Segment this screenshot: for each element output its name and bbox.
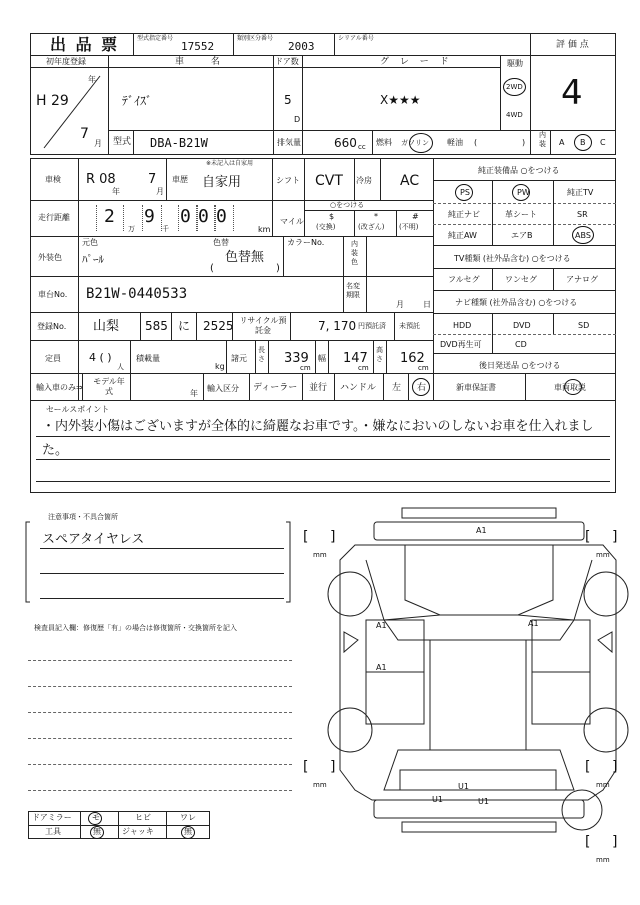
reg-kana: に [178,319,191,333]
caution-label: 注意事項・不具合箇所 [48,513,118,521]
ac-label: 冷房 [356,176,372,185]
tools-value: 無 [93,827,101,836]
history-value: 自家用 [202,175,242,190]
model-label: 型式 [113,137,132,147]
length-label: 長さ [258,346,265,363]
katashiki-label: 型式指定番号 [137,35,174,42]
navi-type-title: ナビ種類 (社外品含む) ○をつける [455,298,578,307]
equip-pw-circle [512,184,530,201]
mileage-digit: 0 [216,206,227,227]
jack-value: 無 [184,827,192,836]
equip-airbag: エアB [511,231,533,240]
meihen-label: 名変期限 [346,282,360,299]
tread-mm: mm [596,781,610,789]
tread-bracket-open: [ [303,529,309,545]
import-label: 輸入車のみ⇒ [36,383,83,392]
hash-mark: # [412,212,419,221]
damage-mark: A1 [376,621,387,630]
car-diagram [300,500,630,900]
tools-circle [90,826,104,839]
shaken-year: R 08 [86,172,116,187]
meihen-month: 月 [396,300,404,309]
model-year-label: モデル年式 [93,377,125,396]
drive-2wd: 2WD [506,83,523,91]
handle-right: 右 [417,383,427,393]
mile-option: マイル [280,217,304,226]
repaint-paren-close: ) [276,263,280,274]
jack-label: ジャッキ [122,827,154,836]
repaint-value: 色替無 [225,250,265,265]
km-unit: km [258,225,271,234]
history-note: ※未記入は自家用 [206,160,254,167]
doors-value: 5 [284,93,292,107]
displacement-label: 排気量 [277,138,301,147]
caution-value: スペアタイヤレス [42,532,145,547]
tread-bracket-close: ] [330,759,336,775]
crack-label: ヒビ [135,813,151,822]
navi-hdd: HDD [453,321,472,330]
interior-label: 内装 [539,131,546,148]
tread-bracket-open: [ [585,834,591,850]
equip-leather: 革シート [505,210,537,219]
vin-value: B21W-0440533 [86,286,188,302]
equip-abs-circle [572,226,594,244]
shaken-nen: 年 [112,187,120,196]
month-unit: 月 [94,139,102,148]
first-reg-year: H 29 [36,93,69,109]
height-label: 高さ [376,346,383,363]
man-unit: 万 [128,225,135,233]
damage-mark: A1 [376,663,387,672]
repaint-paren: ( [210,263,214,274]
equip-genuine-aw: 純正AW [448,231,477,240]
mirror-label: ドアミラー [32,813,72,822]
orig-color-value: ﾊﾟｰﾙ [82,253,104,266]
handle-label: ハンドル [340,383,377,393]
equip-ps-circle [455,184,473,201]
width-label: 幅 [318,354,326,363]
break-label: ワレ [180,813,196,822]
damage-mark: A1 [476,526,487,535]
doors-sub: D [294,115,301,124]
equip-sr: SR [577,210,588,219]
reg-pref: 山梨 [93,319,120,334]
width-cm: cm [358,364,369,372]
reg-num: 2525 [203,319,234,333]
navi-cd: CD [515,340,527,349]
dims-label: 諸元 [231,354,247,363]
tread-bracket-close: ] [612,759,618,775]
dollar-mark: $ [329,212,335,221]
sales-point-line1: ・内外装小傷はございますが全体的に綺麗なお車です。・嫌なにおいのしないお車を仕入れまし [42,419,594,434]
fuel-gasoline: ガソリン [401,139,429,147]
tread-mm: mm [313,551,327,559]
doc-manual: 車両取説 [554,383,586,392]
history-label: 車歴 [172,175,188,184]
interior-a: A [559,138,565,147]
tv-oneseg: ワンセグ [505,275,537,284]
damage-mark: U1 [432,795,443,804]
interior-color-label: 内装色 [351,240,358,266]
tread-bracket-open: [ [585,529,591,545]
jack-circle [181,826,195,839]
katashiki-value: 17552 [181,40,215,53]
mirror-circle [88,812,102,825]
displacement-value: 660 [334,136,357,150]
tv-type-title: TV種類 (社外品含む) ○をつける [454,254,571,263]
mirror-value: モ [92,813,100,822]
tread-mm: mm [596,551,610,559]
handle-right-circle [412,378,430,396]
reg-class: 585 [145,319,168,333]
mileage-digit: 0 [180,206,191,227]
capacity-value: 4 ( ) [89,351,112,364]
load-unit: kg [215,362,225,371]
color-label: 外装色 [38,253,62,262]
car-name-value: ﾃﾞｲｽﾞ [122,94,153,108]
mileage-mark-note: ○をつける [330,201,365,209]
tread-bracket-close: ] [330,529,336,545]
diesel-paren-close: ) [522,138,526,147]
navi-sd: SD [578,321,590,330]
vin-label: 車台No. [38,290,68,299]
tread-mm: mm [596,856,610,864]
meihen-day: 日 [423,300,431,309]
drive-label: 駆動 [507,59,523,68]
mileage-digit: 2 [104,206,115,227]
height-cm: cm [418,364,429,372]
sales-point-line2: た。 [42,443,69,458]
tread-bracket-open: [ [585,759,591,775]
length-cm: cm [300,364,311,372]
ac-value: AC [400,173,420,189]
height-value: 162 [400,351,425,366]
equipment-title: 純正装備品 ○をつける [478,166,560,175]
doc-warranty: 新車保証書 [456,383,496,392]
tread-mm: mm [313,781,327,789]
tread-bracket-close: ] [612,529,618,545]
import-type-label: 輸入区分 [207,384,239,393]
damage-mark: U1 [458,782,469,791]
parallel-option: 並行 [309,383,328,393]
tread-bracket-open: [ [303,759,309,775]
handle-left: 左 [392,383,402,393]
sen-unit: 千 [162,225,169,233]
score-label: 評 価 点 [556,40,589,50]
car-name-label: 車 名 [175,57,232,67]
length-value: 339 [284,351,309,366]
doors-label: ドア数 [275,57,299,66]
dealer-option: ディーラー [253,383,298,393]
shaken-tsuki: 月 [156,187,164,196]
tread-bracket-close: ] [612,834,618,850]
fuel-circle [409,133,433,153]
navi-dvd: DVD [513,321,531,330]
tools-label: 工具 [45,827,61,836]
diesel-paren: ( [474,138,478,147]
fuel-label: 燃料 [376,138,392,147]
width-value: 147 [343,351,368,366]
mileage-label: 走行距離 [38,213,70,222]
inspector-label: 検査員記入欄：修復歴「有」の場合は修復箇所・交換箇所を記入 [34,624,237,632]
equip-abs: ABS [575,231,591,240]
damage-mark: U1 [478,797,489,806]
ruibetsu-label: 類別区分番号 [237,35,274,42]
reg-label: 登録No. [37,322,67,331]
recycle-none: 未預託 [399,322,420,330]
color-no-label: カラーNo. [287,238,325,247]
form-title: 出 品 票 [50,35,120,54]
mileage-digit: 0 [198,206,209,227]
fumei-option: (不明) [399,223,419,231]
equip-ps: PS [460,188,470,197]
first-reg-month: 7 [80,126,89,142]
recycle-unit: 円預託済 [358,322,386,330]
sales-point-label: セールスポイント [46,405,110,414]
ruibetsu-value: 2003 [288,40,315,53]
score-value: 4 [561,73,583,113]
interior-b-circle [574,134,592,151]
tv-analog: アナログ [566,275,598,284]
doc-manual-circle [564,379,582,395]
grade-label: グ レ ー ド [380,57,453,67]
interior-c: C [600,138,606,147]
model-year-unit: 年 [190,389,198,398]
interior-b: B [580,138,586,147]
capacity-label: 定員 [45,354,61,363]
equip-genuine-tv: 純正TV [567,188,594,197]
orig-color-label: 元色 [82,238,98,247]
tv-fullseg: フルセグ [448,275,480,284]
load-label: 積載量 [136,354,160,363]
dvd-play: DVD再生可 [440,340,482,349]
damage-mark: A1 [528,619,539,628]
equip-genuine-navi: 純正ナビ [448,210,480,219]
koukan-option: (交換) [316,223,336,231]
recycle-value: 7, 170 [318,319,357,333]
drive-4wd: 4WD [506,111,523,119]
shift-value: CVT [315,173,343,189]
repaint-label: 色替 [213,238,229,247]
cc-unit: cc [358,143,366,151]
year-unit: 年 [88,75,96,84]
diesel-label: 軽油 [447,138,463,147]
mileage-digit: 9 [144,206,155,227]
shaken-label: 車検 [45,175,61,184]
recycle-label: リサイクル預託金 [239,316,287,335]
first-reg-label: 初年度登録 [46,57,86,66]
serial-label: シリアル番号 [338,35,374,42]
model-value: DBA-B21W [150,136,208,150]
asterisk-mark: * [374,212,378,221]
shaken-month: 7 [148,172,157,187]
shift-label: シフト [276,176,300,185]
kaizan-option: (改ざん) [358,223,385,231]
docs-title: 後日発送品 ○をつける [479,361,561,370]
grade-value: X★★★ [380,93,421,107]
equip-pw: PW [517,188,530,197]
capacity-unit: 人 [117,363,124,371]
